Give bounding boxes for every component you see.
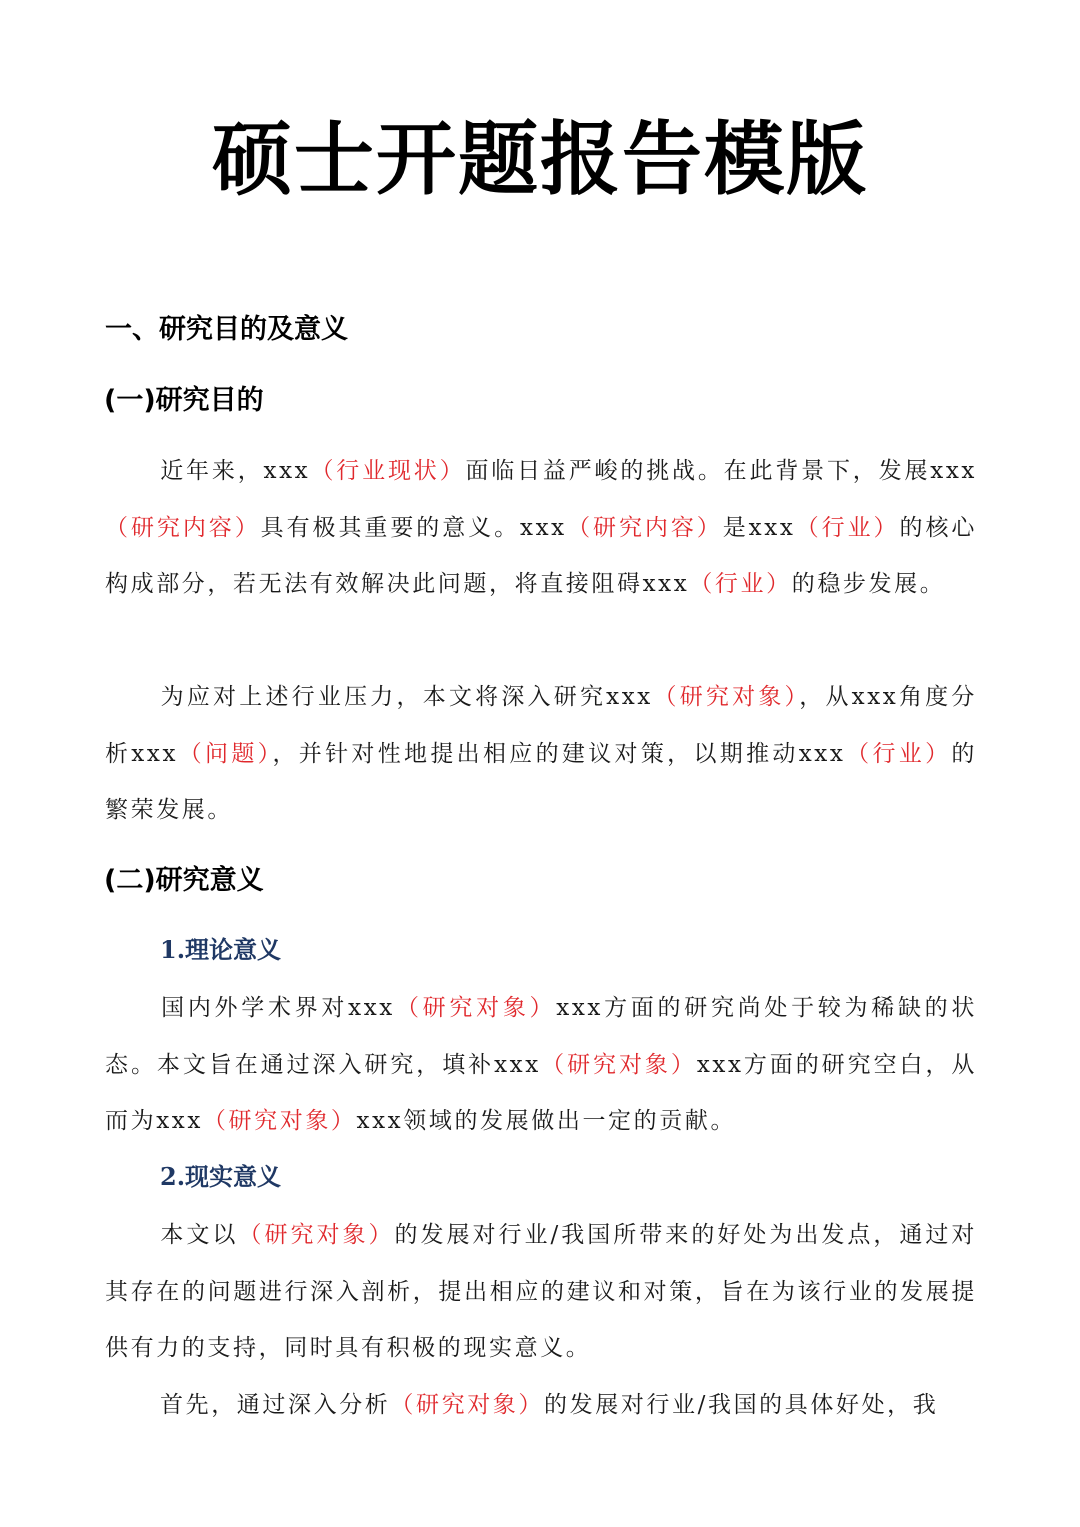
text-run: 的繁荣发展。 <box>105 740 978 823</box>
placeholder-industry: （行业） <box>845 740 952 767</box>
heading-theoretical-significance: 1.理论意义 <box>160 935 282 964</box>
placeholder-research-object: （研究对象） <box>390 1392 545 1418</box>
text-run: 的发展对行业/我国的具体好处，我 <box>544 1392 939 1418</box>
paragraph-purpose-1 <box>105 443 977 613</box>
text-run: 的发展对行业/我国所带来的好处为出发点，通过对其存在的问题进行深入剖析，提出相应的建议和对策，旨在为该行业的发展提供有力的支持，同时具有积极的现实意义。 <box>105 1222 977 1361</box>
placeholder-research-object: （研究对象） <box>202 1108 357 1134</box>
placeholder-problem: （问题） <box>178 740 273 767</box>
text-run: 首先，通过深入分析 <box>160 1392 391 1418</box>
text-run: xxx方面的研究尚处于较为稀缺的状态。本文旨在通过深入研究，填补xxx <box>105 995 977 1078</box>
subsection-heading-research-significance: (二)研究意义 <box>104 865 264 896</box>
subsection-heading-research-purpose: (一)研究目的 <box>104 385 264 416</box>
placeholder-research-object: （研究对象） <box>238 1222 395 1248</box>
section-heading-purpose-significance: 一、研究目的及意义 <box>105 314 348 345</box>
text-run: 国内外学术界对xxx <box>160 995 395 1021</box>
heading-practical-significance: 2.现实意义 <box>160 1162 282 1191</box>
document-title: 硕士开题报告模版 <box>212 113 868 206</box>
text-run: 的核心构成部分，若无法有效解决此问题，将直接阻碍xxx <box>105 514 977 597</box>
paragraph-practical-significance-1 <box>105 1207 977 1377</box>
text-run: 为应对上述行业压力，本文将深入研究xxx <box>160 684 653 710</box>
placeholder-industry: （行业） <box>689 571 792 597</box>
placeholder-research-content: （研究内容） <box>566 514 723 541</box>
paragraph-theoretical-significance <box>105 980 977 1150</box>
placeholder-industry: （行业） <box>795 514 900 541</box>
paragraph-practical-significance-2 <box>105 1377 977 1434</box>
placeholder-research-content: （研究内容） <box>105 514 261 541</box>
placeholder-industry-status: （行业现状） <box>310 458 466 484</box>
paragraph-purpose-2 <box>105 669 977 839</box>
text-run: ，并针对性地提出相应的建议对策，以期推动xxx <box>272 740 846 767</box>
text-run: 近年来，xxx <box>160 458 311 484</box>
placeholder-research-object: （研究对象） <box>652 684 800 710</box>
text-run: 具有极其重要的意义。xxx <box>260 514 567 541</box>
placeholder-research-object: （研究对象） <box>540 1051 697 1078</box>
placeholder-research-object: （研究对象） <box>394 995 557 1021</box>
text-run: xxx方面的研究空白，从而为xxx <box>105 1051 977 1134</box>
text-run: 面临日益严峻的挑战。在此背景下，发展xxx <box>465 458 978 484</box>
text-run: 是xxx <box>722 514 796 541</box>
text-run: xxx领域的发展做出一定的贡献。 <box>356 1108 737 1134</box>
text-run: ，从xxx角度分析xxx <box>105 684 977 767</box>
text-run: 的稳步发展。 <box>791 571 946 597</box>
text-run: 本文以 <box>160 1222 239 1248</box>
